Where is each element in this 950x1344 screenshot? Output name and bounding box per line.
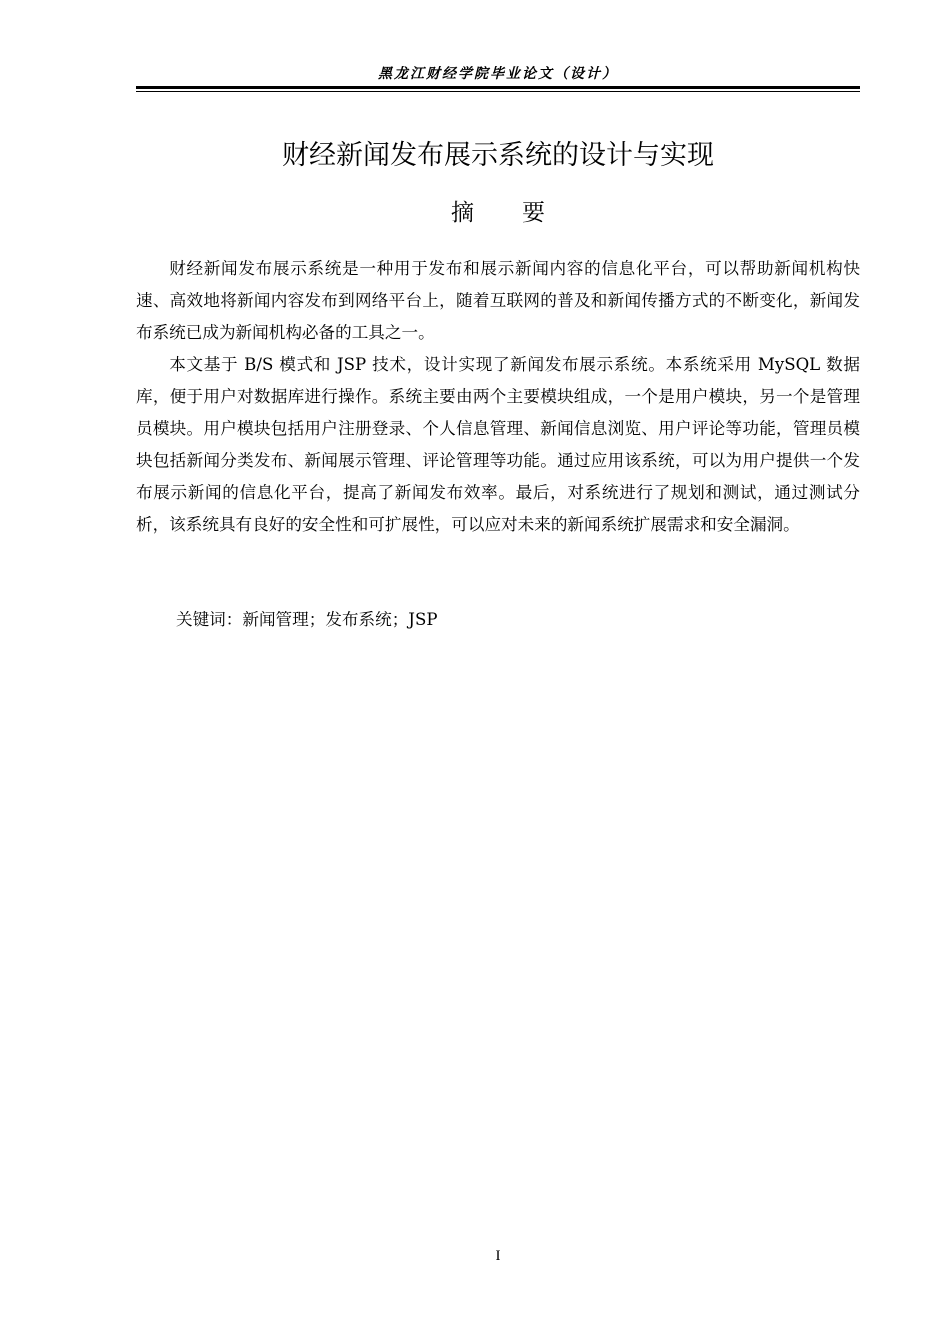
- page-number: I: [495, 1248, 501, 1264]
- keywords-value: 新闻管理；发布系统；JSP: [242, 610, 438, 629]
- abstract-heading: 摘要: [451, 200, 593, 226]
- header-rule-thin: [136, 91, 860, 92]
- abstract-paragraph-2: 本文基于 B/S 模式和 JSP 技术，设计实现了新闻发布展示系统。本系统采用 MySQL 数据库，便于用户对数据库进行操作。系统主要由两个主要模块组成，一个是用户模块，另一个是管理员模块。用户模块包括用户注册登录、个人信息管理、新闻信息浏览、用户评论等功能，管理员模块包括新闻分类发布、新闻展示管理、评论管理等功能。通过应用该系统，可以为用户提供一个发布展示新闻的信息化平台，提高了新闻发布效率。最后，对系统进行了规划和测试，通过测试分析，该系统具有良好的安全性和可扩展性，可以应对未来的新闻系统扩展需求和安全漏洞。: [136, 355, 860, 534]
- keywords-line: [176, 604, 860, 636]
- header-rule-thick: [136, 86, 860, 89]
- keywords-label: 关键词：: [176, 610, 243, 629]
- running-header: 黑龙江财经学院毕业论文（设计）: [378, 66, 618, 82]
- abstract-paragraph-1: 财经新闻发布展示系统是一种用于发布和展示新闻内容的信息化平台，可以帮助新闻机构快速、高效地将新闻内容发布到网络平台上，随着互联网的普及和新闻传播方式的不断变化，新闻发布系统已成为新闻机构必备的工具之一。: [136, 259, 860, 342]
- paper-title: 财经新闻发布展示系统的设计与实现: [282, 140, 714, 171]
- abstract-body: [136, 253, 860, 541]
